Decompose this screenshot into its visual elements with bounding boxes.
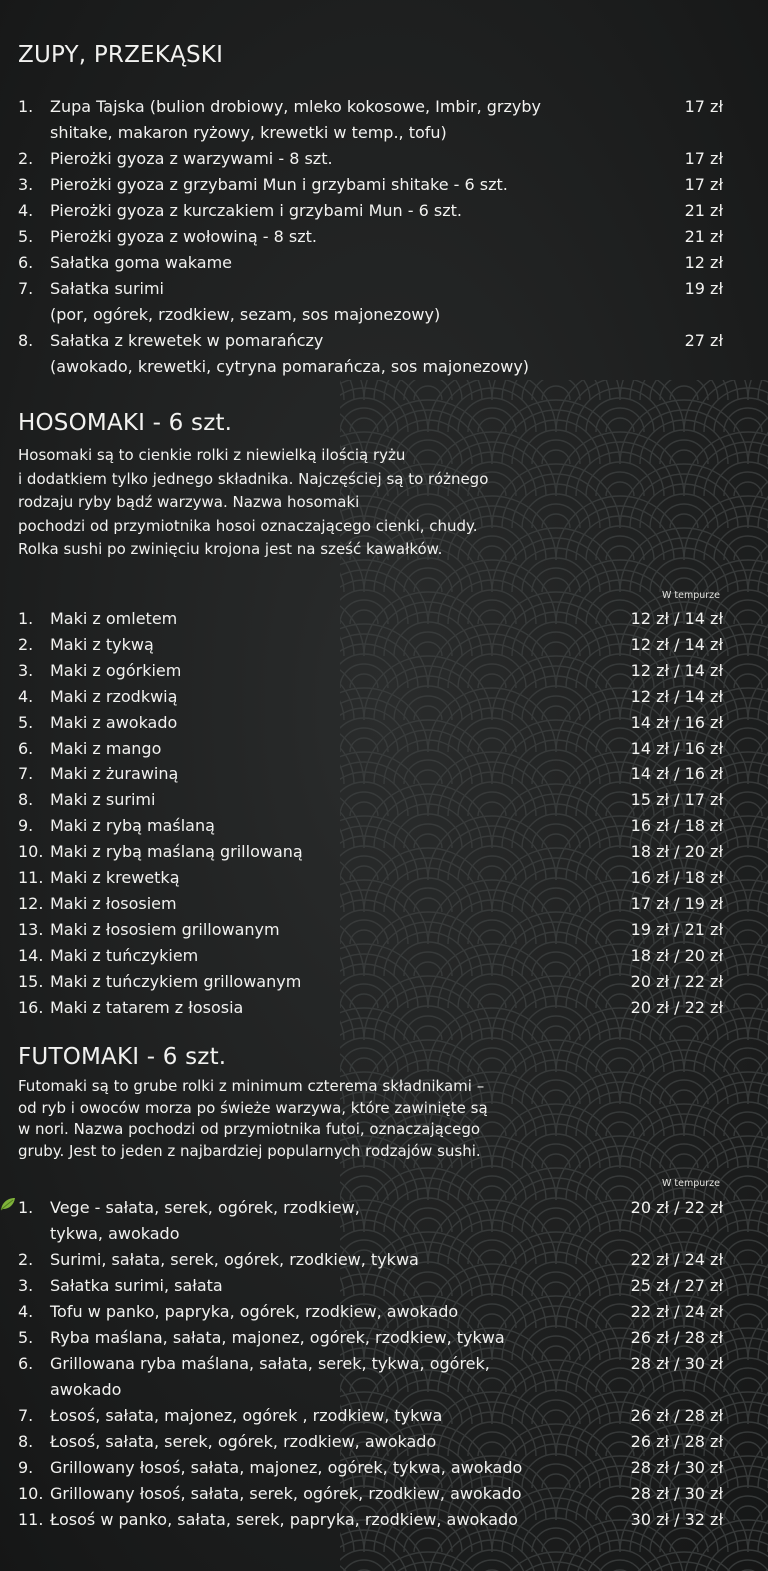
item-number: 2.	[18, 634, 34, 654]
item-name: Maki z krewetką	[50, 868, 180, 887]
item-name: Maki z surimi	[50, 790, 156, 810]
item-number: 5.	[18, 1328, 34, 1347]
item-number: 15.	[18, 971, 44, 991]
item-price: 19 zł	[684, 279, 723, 298]
item-number: 5.	[18, 227, 34, 246]
item-number: 10.	[18, 1484, 44, 1503]
item-name: Maki z tatarem z łososia	[50, 997, 244, 1017]
item-price: 15 zł / 17 zł	[630, 790, 723, 810]
list-item	[18, 1403, 723, 1429]
item-price: 30 zł / 32 zł	[630, 1510, 723, 1529]
section-title-zupy: ZUPY, PRZEKĄSKI	[18, 42, 224, 68]
item-price: 21 zł	[684, 227, 723, 246]
list-item	[18, 1481, 723, 1507]
description-line: w nori. Nazwa pochodzi od przymiotnika futoi, oznaczającego	[18, 1120, 481, 1138]
list-item	[18, 684, 723, 710]
item-name: Maki z łososiem	[50, 893, 177, 913]
item-name: Pierożki gyoza z warzywami - 8 szt.	[50, 149, 333, 168]
item-name: Maki z żurawiną	[50, 764, 179, 784]
item-price: 17 zł	[684, 97, 723, 116]
item-price: 27 zł	[684, 331, 723, 350]
list-item	[18, 736, 723, 762]
item-price: 17 zł	[684, 175, 723, 194]
list-item	[18, 94, 723, 146]
item-name: Zupa Tajska (bulion drobiowy, mleko kokosowe, Imbir, grzyby	[50, 97, 541, 116]
item-name: Vege - sałata, serek, ogórek, rzodkiew,	[50, 1198, 360, 1217]
item-number: 6.	[18, 253, 34, 272]
column-label-tempura: W tempurze	[661, 590, 720, 601]
list-item	[18, 761, 723, 787]
item-name: Maki z ogórkiem	[50, 660, 182, 680]
item-name: Tofu w panko, papryka, ogórek, rzodkiew, awokado	[50, 1302, 459, 1321]
item-number: 8.	[18, 331, 34, 350]
item-price: 28 zł / 30 zł	[630, 1458, 723, 1477]
section-description-hosomaki	[18, 444, 618, 562]
item-price: 28 zł / 30 zł	[630, 1484, 723, 1503]
item-name: Łosoś, sałata, serek, ogórek, rzodkiew, awokado	[50, 1432, 437, 1451]
item-name: Grillowany łosoś, sałata, serek, ogórek, rzodkiew, awokado	[50, 1484, 522, 1503]
list-item	[18, 1325, 723, 1351]
item-price: 16 zł / 18 zł	[630, 816, 723, 836]
item-price: 22 zł / 24 zł	[630, 1302, 723, 1321]
item-name: Maki z tuńczykiem grillowanym	[50, 971, 302, 991]
item-price: 18 zł / 20 zł	[630, 945, 723, 965]
item-number: 9.	[18, 1458, 34, 1477]
item-name: Maki z tykwą	[50, 634, 154, 654]
item-price: 14 zł / 16 zł	[630, 738, 723, 758]
item-name: Sałatka goma wakame	[50, 253, 232, 272]
item-name: Maki z tuńczykiem	[50, 945, 199, 965]
item-number: 11.	[18, 1510, 44, 1529]
list-item	[18, 146, 723, 172]
item-number: 3.	[18, 660, 34, 680]
item-name-continued: shitake, makaron ryżowy, krewetki w temp., tofu)	[50, 123, 447, 142]
list-item	[18, 658, 723, 684]
item-number: 6.	[18, 738, 34, 758]
section-title-futomaki: FUTOMAKI - 6 szt.	[18, 1044, 227, 1070]
description-line: Futomaki są to grube rolki z minimum czterema składnikami –	[18, 1077, 485, 1095]
description-line: od ryb i owoców morza po świeże warzywa, które zawinięte są	[18, 1098, 488, 1117]
item-number: 7.	[18, 764, 34, 784]
item-number: 8.	[18, 1432, 34, 1451]
item-number: 13.	[18, 919, 44, 939]
item-name: Maki z omletem	[50, 609, 178, 628]
item-name: Maki z łososiem grillowanym	[50, 919, 280, 939]
description-line: Rolka sushi po zwinięciu krojona jest na sześć kawałków.	[18, 540, 443, 558]
item-price: 26 zł / 28 zł	[630, 1328, 723, 1347]
list-item	[18, 1247, 723, 1273]
item-name: Maki z rzodkwią	[50, 686, 178, 706]
item-price: 12 zł / 14 zł	[630, 609, 723, 628]
list-item	[18, 1351, 723, 1403]
item-number: 1.	[18, 609, 34, 628]
list-item	[18, 995, 723, 1021]
list-item	[18, 632, 723, 658]
item-price: 21 zł	[684, 201, 723, 220]
item-price: 17 zł / 19 zł	[630, 893, 723, 913]
list-item	[18, 1429, 723, 1455]
item-name: Pierożki gyoza z wołowiną - 8 szt.	[50, 227, 317, 246]
list-item	[18, 1299, 723, 1325]
item-price: 12 zł / 14 zł	[630, 634, 723, 654]
leaf-icon	[0, 1197, 16, 1211]
list-item	[18, 224, 723, 250]
item-name-continued: tykwa, awokado	[50, 1224, 180, 1243]
item-number: 4.	[18, 686, 34, 706]
item-price: 28 zł / 30 zł	[630, 1354, 723, 1373]
item-price: 12 zł / 14 zł	[630, 686, 723, 706]
item-number: 3.	[18, 175, 34, 194]
item-number: 9.	[18, 816, 34, 836]
description-line: Hosomaki są to cienkie rolki z niewielką ilością ryżu	[18, 446, 406, 464]
item-number: 7.	[18, 279, 34, 298]
list-item	[18, 1273, 723, 1299]
description-line: rodzaju ryby bądź warzywa. Nazwa hosomaki	[18, 493, 360, 511]
list-item	[18, 1455, 723, 1481]
item-number: 1.	[18, 97, 34, 116]
item-price: 25 zł / 27 zł	[630, 1276, 723, 1295]
item-number: 1.	[18, 1198, 34, 1217]
list-item	[18, 250, 723, 276]
item-number: 10.	[18, 842, 44, 862]
list-item	[18, 606, 723, 632]
item-name: Pierożki gyoza z grzybami Mun i grzybami shitake - 6 szt.	[50, 175, 508, 194]
description-line: pochodzi od przymiotnika hosoi oznaczającego cienki, chudy.	[18, 516, 478, 535]
item-price: 20 zł / 22 zł	[630, 997, 723, 1017]
list-item	[18, 865, 723, 891]
item-name-continued: (por, ogórek, rzodkiew, sezam, sos majonezowy)	[50, 305, 441, 324]
item-price: 14 zł / 16 zł	[630, 712, 723, 732]
column-label-tempura: W tempurze	[661, 1178, 720, 1189]
item-price: 16 zł / 18 zł	[630, 868, 723, 887]
item-number: 8.	[18, 790, 34, 810]
list-item	[18, 969, 723, 995]
item-name: Maki z rybą maślaną grillowaną	[50, 842, 303, 862]
item-number: 12.	[18, 893, 44, 913]
list-item	[18, 1195, 723, 1247]
item-name: Maki z awokado	[50, 712, 178, 732]
item-price: 18 zł / 20 zł	[630, 842, 723, 862]
item-price: 14 zł / 16 zł	[630, 764, 723, 784]
item-number: 11.	[18, 868, 44, 887]
item-name: Sałatka z krewetek w pomarańczy	[50, 331, 324, 350]
item-name: Maki z mango	[50, 738, 162, 758]
item-number: 4.	[18, 201, 34, 220]
item-name-continued: awokado	[50, 1380, 122, 1399]
item-price: 20 zł / 22 zł	[630, 1198, 723, 1217]
item-number: 14.	[18, 945, 44, 965]
item-number: 16.	[18, 997, 44, 1017]
list-item	[18, 839, 723, 865]
item-name: Łosoś w panko, sałata, serek, papryka, rzodkiew, awokado	[50, 1510, 518, 1529]
item-price: 19 zł / 21 zł	[630, 919, 723, 939]
item-name: Sałatka surimi, sałata	[50, 1276, 223, 1295]
item-number: 4.	[18, 1302, 34, 1321]
list-item	[18, 787, 723, 813]
item-number: 7.	[18, 1406, 34, 1425]
item-name: Maki z rybą maślaną	[50, 816, 215, 836]
list-item	[18, 172, 723, 198]
item-name: Grillowana ryba maślana, sałata, serek, tykwa, ogórek,	[50, 1354, 490, 1373]
item-price: 26 zł / 28 zł	[630, 1406, 723, 1425]
description-line: gruby. Jest to jeden z najbardziej popularnych rodzajów sushi.	[18, 1141, 481, 1160]
list-item	[18, 328, 723, 380]
list-item	[18, 1507, 723, 1533]
item-number: 2.	[18, 149, 34, 168]
item-name: Surimi, sałata, serek, ogórek, rzodkiew, tykwa	[50, 1250, 419, 1269]
item-price: 12 zł / 14 zł	[630, 660, 723, 680]
item-number: 2.	[18, 1250, 34, 1269]
item-number: 6.	[18, 1354, 34, 1373]
section-description-futomaki	[18, 1076, 618, 1162]
item-name: Sałatka surimi	[50, 279, 164, 298]
description-line: i dodatkiem tylko jednego składnika. Najczęściej są to różnego	[18, 469, 489, 488]
list-item	[18, 710, 723, 736]
item-price: 12 zł	[684, 253, 723, 272]
item-price: 26 zł / 28 zł	[630, 1432, 723, 1451]
item-name: Pierożki gyoza z kurczakiem i grzybami Mun - 6 szt.	[50, 201, 462, 220]
item-number: 5.	[18, 712, 34, 732]
list-item	[18, 943, 723, 969]
list-item	[18, 276, 723, 328]
item-name: Łosoś, sałata, majonez, ogórek , rzodkiew, tykwa	[50, 1406, 443, 1425]
item-price: 20 zł / 22 zł	[630, 971, 723, 991]
list-item	[18, 198, 723, 224]
item-name: Ryba maślana, sałata, majonez, ogórek, rzodkiew, tykwa	[50, 1328, 505, 1347]
item-price: 22 zł / 24 zł	[630, 1250, 723, 1269]
section-title-hosomaki: HOSOMAKI - 6 szt.	[18, 410, 233, 436]
item-name-continued: (awokado, krewetki, cytryna pomarańcza, sos majonezowy)	[50, 357, 530, 376]
item-price: 17 zł	[684, 149, 723, 168]
list-item	[18, 891, 723, 917]
list-item	[18, 917, 723, 943]
item-name: Grillowany łosoś, sałata, majonez, ogórek, tykwa, awokado	[50, 1458, 523, 1477]
item-number: 3.	[18, 1276, 34, 1295]
list-item	[18, 813, 723, 839]
